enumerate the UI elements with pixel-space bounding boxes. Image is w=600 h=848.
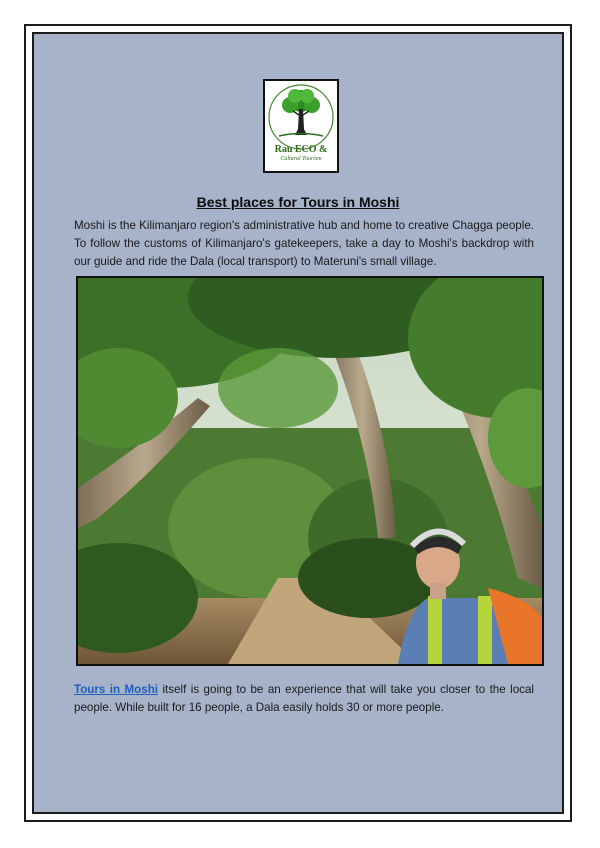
company-logo[interactable] (263, 79, 339, 173)
article-title: Best places for Tours in Moshi (196, 194, 400, 210)
forest-path-photo (76, 276, 544, 666)
page-border-outer (24, 24, 572, 822)
page-border-inner (32, 32, 564, 814)
intro-paragraph: Moshi is the Kilimanjaro region's administrative hub and home to creative Chagga people. To follow the customs of Kilimanjaro's gatekeepers, take a day to Moshi's backdrop with our guide and ride the Dala (local transport) to Materuni's small village. (74, 219, 534, 268)
tours-in-moshi-link[interactable]: Tours in Moshi (74, 683, 159, 696)
closing-paragraph (74, 681, 534, 717)
logo-text (265, 145, 337, 162)
logo-line-2: Cultural Tourism (280, 156, 322, 162)
closing-text: itself is going to be an experience that will take you closer to the local people. While built for 16 people, a Dala easily holds 30 or more people. (74, 683, 534, 714)
logo-line-1: Rau ECO & (274, 144, 328, 155)
forest-path-image (78, 278, 542, 664)
